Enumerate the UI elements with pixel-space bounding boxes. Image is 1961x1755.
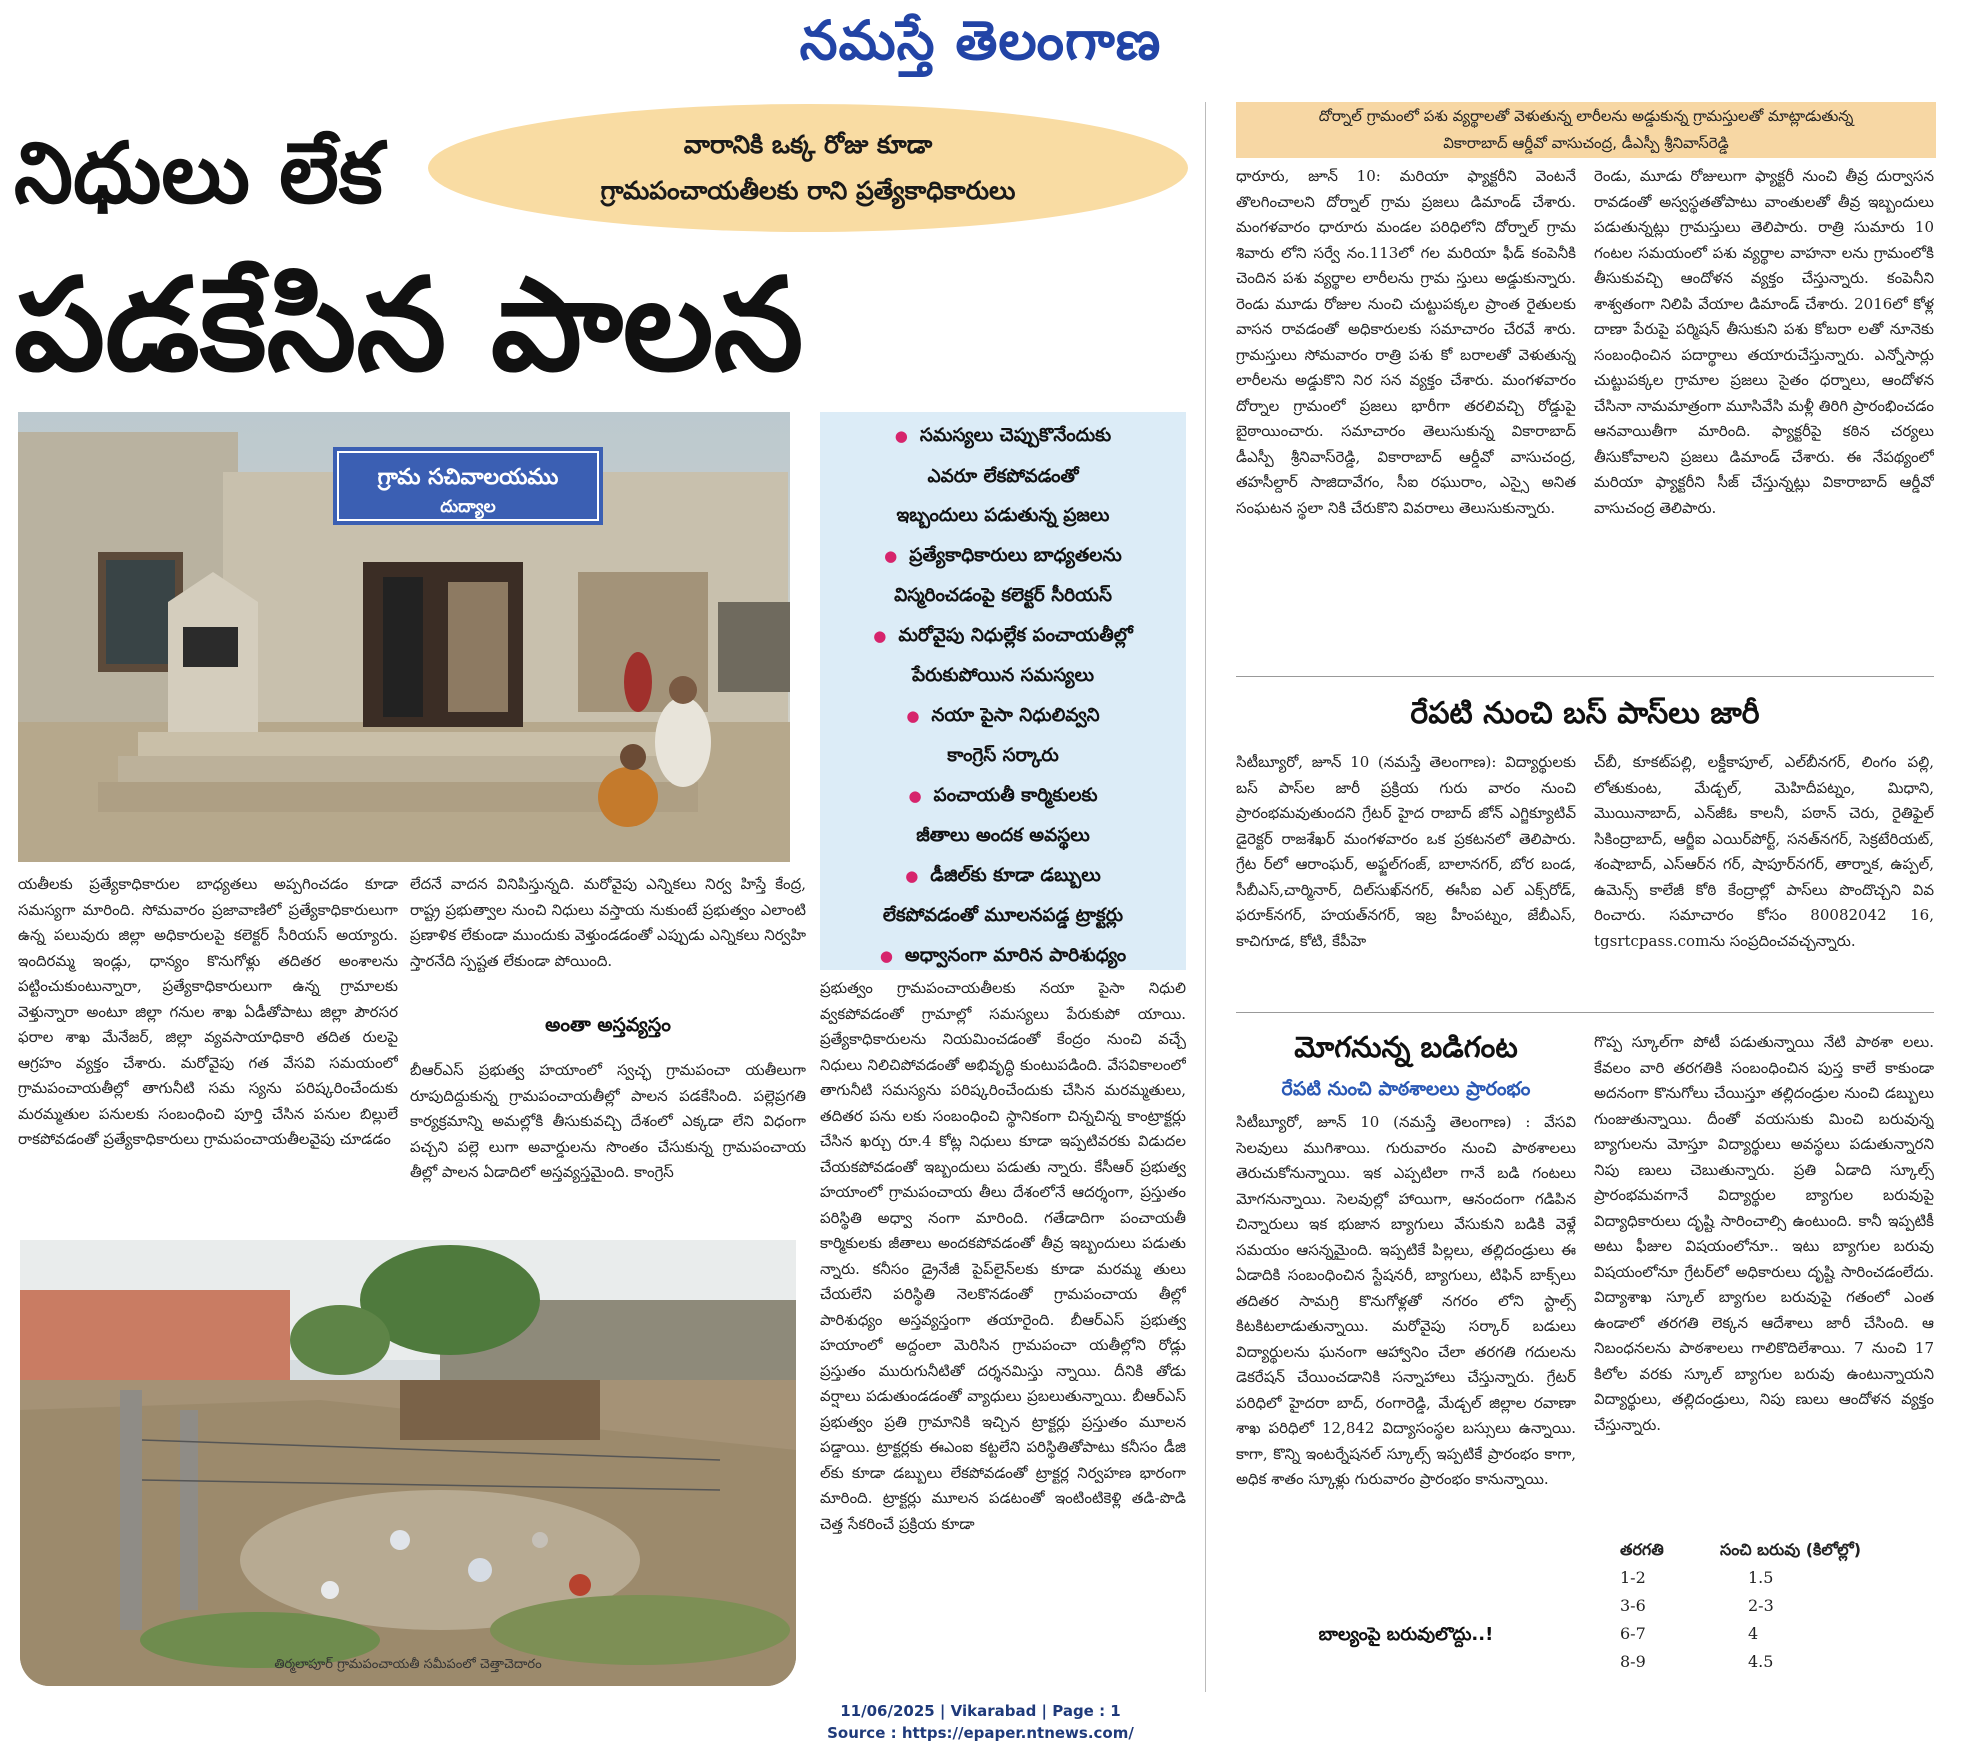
- factory-story-col2: రెండు, మూడు రోజులుగా ఫ్యాక్టరీ నుంచి తీవ్ర దుర్వాసన రావడంతో అస్వస్థతతోపాటు వాంతులతో తీవ్ర ఇబ్బందులు పడుతున్నట్లు గ్రామస్తులు తెలిపారు. రాత్రి సుమారు 10 గంటల సమయంలో పశు వ్యర్థాల వాహనా లను గ్రామంలోకి తీసుకువచ్చి ఆందోళన వ్యక్తం చేస్తున్నారు. కంపెనీని శాశ్వతంగా నిలిపి వేయాల డిమాండ్ చేశారు. 2016లో కోళ్ల దాణా పేరుపై పర్మిషన్ తీసుకుని పశు కోబరా లతో నూనెకు సంబంధించిన పదార్థాలు తయారుచేస్తున్నారు. ఎన్నోసార్లు చుట్టుపక్కల గ్రామాల ప్రజలు సైతం ధర్నాలు, ఆందోళన చేసినా నామమాత్రంగా మూసివేసి మళ్లీ తిరిగి ప్రారంభించడం ఆనవాయితీగా మారింది. ఫ్యాక్టరీపై కఠిన చర్యలు తీసుకోవాలని ప్రజలు డిమాండ్ చేశారు. ఈ నేపథ్యంలో మరియా ఫ్యాక్టరీని సీజ్ చేస్తున్నట్లు వికారాబాద్ ఆర్డీవో వాసుచంద్ర తెలిపారు.: [1594, 167, 1934, 517]
- highlights-box: [820, 412, 1186, 970]
- kicker-line1: వారానికి ఒక్క రోజు కూడా: [683, 130, 933, 159]
- section-rule: [1236, 676, 1934, 677]
- highlight-item-cont: పేరుకుపోయిన సమస్యలు: [912, 665, 1094, 686]
- masthead: నమస్తే తెలంగాణ: [799, 8, 1162, 72]
- photo-caption-factory-line2: వికారాబాద్ ఆర్డీవో వాసుచంద్ర, డీఎస్పీ శ్రీనివాస్‌రెడ్డి: [1443, 134, 1729, 152]
- main-story-col2a: లేదనే వాదన వినిపిస్తున్నది. మరోవైపు ఎన్నికలు నిర్వ హిస్తే కేంద్ర, రాష్ట్ర ప్రభుత్వాల నుంచి నిధులు వస్తాయ నుకుంటే ప్రభుత్వం ఎలాంటి ప్రణాళిక లేకుండా ముందుకు వెళ్తుండడంతో ఎప్పుడు ఎన్నికలు నిర్వహి స్తారనేది స్పష్టత లేకుండా పోయింది.: [410, 875, 806, 970]
- sign-line2: దుద్యాల: [440, 497, 496, 517]
- kicker-oval: [428, 104, 1188, 232]
- table-cell: 4.5: [1748, 1652, 1774, 1671]
- highlight-item-cont: జీతాలు అందక అవస్థలు: [916, 825, 1090, 846]
- highlight-item: ● అధ్వానంగా మారిన పారిశుధ్యం: [879, 944, 1127, 966]
- table-row: [1608, 1564, 1898, 1592]
- school-subtitle: రేపటి నుంచి పాఠశాలలు ప్రారంభం: [1281, 1078, 1531, 1100]
- table-cell: 2-3: [1748, 1596, 1774, 1615]
- highlight-item: ● డీజిల్‌కు కూడా డబ్బులు: [905, 864, 1101, 886]
- photo-garbage: [20, 1240, 796, 1686]
- table-header-cell: తరగతి: [1620, 1540, 1664, 1559]
- school-subhead: బాల్యంపై బరువులొద్దు..!: [1318, 1624, 1494, 1645]
- photo-caption-factory: [1236, 102, 1936, 158]
- photo-village-office-image: [18, 412, 790, 862]
- school-title: మోగనున్న బడిగంట: [1294, 1030, 1518, 1064]
- bag-weight-table: [1608, 1536, 1898, 1676]
- bus-pass-col1: సిటీబ్యూరో, జూన్ 10 (నమస్తే తెలంగాణ): విద్యార్థులకు బస్ పాస్‌ల జారీ ప్రక్రియ గురు వారం నుంచి ప్రారంభమవుతుందని గ్రేటర్ హైద రాబాద్ జోన్ ఎగ్జిక్యూటివ్ డైరెక్టర్ రాజశేఖర్ మంగళవారం ఒక ప్రకటనలో తెలిపారు. గ్రేట ర్‌లో ఆరాంఘర్, అఫ్జల్‌గంజ్, బాలానగర్, బోర బండ, సీబీఎస్,చార్మినార్, దిల్‌సుఖ్‌నగర్, ఈసీఐ ఎల్ ఎక్స్‌రోడ్, ఫరూక్‌నగర్, హయత్‌నగర్, ఇబ్ర హీంపట్నం, జేబీఎస్, కాచిగూడ, కోటి, కేపీహె: [1236, 753, 1576, 950]
- highlight-item-cont: ఇబ్బందులు పడుతున్న ప్రజలు: [896, 505, 1110, 526]
- table-cell: 8-9: [1620, 1652, 1646, 1671]
- main-story-col2b: బీఆర్‌ఎస్ ప్రభుత్వ హయాంలో స్వచ్ఛ గ్రామపంచా యతీలుగా రూపుదిద్దుకున్న గ్రామపంచాయతీల్లో పాలన పడకేసింది. పల్లెప్రగతి కార్యక్రమాన్ని అమల్లోకి తీసుకువచ్చి దేశంలో ఎక్కడా లేని విధంగా పచ్చని పల్లె లుగా అవార్డులను సొంతం చేసుకున్న గ్రామపంచాయ తీల్లో పాలన ఏడాదిలో అస్తవ్యస్తమైంది. కాంగ్రెస్: [410, 1061, 806, 1181]
- photo-caption-factory-line1: దోర్నాల్ గ్రామంలో పశు వ్యర్థాలతో వెళుతున్న లారీలను అడ్డుకున్న గ్రామస్తులతో మాట్లాడుతున్న: [1318, 107, 1854, 125]
- table-row: [1608, 1620, 1898, 1648]
- table-row: [1608, 1592, 1898, 1620]
- table-cell: 1-2: [1620, 1568, 1646, 1587]
- main-story-col1: యతీలకు ప్రత్యేకాధికారుల బాధ్యతలు అప్పగించడం కూడా సమస్యగా మారింది. సోమవారం ప్రజావాణిలో ప్రత్యేకాధికారులుగా ఉన్న పలువురు జిల్లా అధికారులపై కలెక్టర్ సీరియస్ అయ్యారు. ఇందిరమ్మ ఇండ్లు, ధాన్యం కొనుగోళ్లు తదితర అంశాలను పట్టించుకుంటున్నారా, ప్రత్యేకాధికారులుగా ఉన్న గ్రామాలకు వెళ్తున్నారా అంటూ జిల్లా గనుల శాఖ ఏడీతోపాటు జిల్లా పౌరసర ఫరాల శాఖ మేనేజర్, జిల్లా వ్యవసాయాధికారి తదిత రులపై ఆగ్రహం వ్యక్తం చేశారు. మరోవైపు గత వేసవి సమయంలో గ్రామపంచాయతీల్లో తాగునీటి సమ స్యను పరిష్కరించేందుకు మరమ్మతుల పనులకు సంబంధించి పూర్తి చేసిన పనుల బిల్లులే రాకపోవడంతో ప్రత్యేకాధికారులు గ్రామపంచాయతీలవైపు చూడడం: [18, 875, 398, 1148]
- photo-garbage-image: [20, 1240, 796, 1686]
- kicker-line2: గ్రామపంచాయతీలకు రాని ప్రత్యేకాధికారులు: [600, 176, 1016, 205]
- highlight-item-cont: ఎవరూ లేకపోవడంతో: [927, 465, 1079, 487]
- school-col2: గొప్ప స్కూల్‌గా పోటీ పడుతున్నాయి నేటి పాఠశా లలు. కేవలం వారి తరగతికి సంబంధించిన పుస్త కాలే కాకుండా అదనంగా కొనుగోలు చేయిస్తూ తల్లిదండ్రుల నుంచి డబ్బులు గుంజుతున్నాయి. దీంతో వయసుకు మించి బరువున్న బ్యాగులను మోస్తూ విద్యార్థులు అవస్థలు పడుతున్నారని నిపు ణులు చెబుతున్నారు. ప్రతి ఏడాది స్కూల్స్ ప్రారంభమవగానే విద్యార్థుల బ్యాగుల బరువుపై విద్యాధికారులు దృష్టి సారించాల్సి ఉంటుంది. కానీ ఇప్పటికీ అటు ఫీజుల విషయంలోనూ.. ఇటు బ్యాగుల బరువు విషయంలోనూ గ్రేటర్‌లో అధికారులు దృష్టి సారించడంలేదు. విద్యాశాఖ స్కూల్ బ్యాగుల బరువుపై గతంలో ఎంత ఉండాలో తరగతి లెక్కన ఆదేశాలు జారీ చేసింది. ఆ నిబంధనలను పాఠశాలలు గాలికొదిలేశాయి. 7 నుంచి 17 కిలోల వరకు స్కూల్ బ్యాగుల బరువు ఉంటున్నాయని విద్యార్థులు, తల్లిదండ్రులు, నిపు ణులు ఆందోళన వ్యక్తం చేస్తున్నారు.: [1594, 1033, 1934, 1434]
- table-row: [1608, 1648, 1898, 1676]
- section-rule: [1236, 1012, 1934, 1013]
- photo-village-office: [18, 412, 790, 862]
- table-header: [1608, 1536, 1898, 1564]
- headline-line1: నిధులు లేక: [14, 124, 383, 222]
- highlight-item-cont: విస్మరించడంపై కలెక్టర్ సీరియస్: [894, 585, 1112, 606]
- school-col1: సిటీబ్యూరో, జూన్ 10 (నమస్తే తెలంగాణ) : వేసవి సెలవులు ముగిశాయి. గురువారం నుంచి పాఠశాలలు తెరుచుకోనున్నాయి. ఇక ఎప్పటిలా గానే బడి గంటలు మోగనున్నాయి. సెలవుల్లో హాయిగా, ఆనందంగా గడిపిన చిన్నారులు ఇక భుజాన బ్యాగులు వేసుకుని బడికి వెళ్లే సమయం ఆసన్నమైంది. ఇప్పటికే పిల్లలు, తల్లిదండ్రులు ఈ ఏడాదికి సంబంధించిన స్టేషనరీ, బ్యాగులు, టిఫిన్ బాక్స్‌లు తదితర సామగ్రి కొనుగోళ్లతో నగరం లోని స్టాల్స్ కిటకిటలాడుతున్నాయి. మరోవైపు సర్కార్ బడులు విద్యార్థులను ఘనంగా ఆహ్వానిం చేలా తరగతి గదులను డెకరేషన్ చేయించడానికి సన్నాహాలు చేస్తున్నారు. గ్రేటర్ పరిధిలో హైదరా బాద్, రంగారెడ్డి, మేడ్చల్ జిల్లాల రవాణా శాఖ పరిధిలో 12,842 విద్యాసంస్థల బస్సులు ఉన్నాయి. కాగా, కొన్ని ఇంటర్నేషనల్ స్కూల్స్ ఇప్పటికే ప్రారంభం కాగా, అధిక శాతం స్కూళ్లు గురువారం ప్రారంభం కానున్నాయి.: [1236, 1113, 1576, 1488]
- highlight-item: ● పంచాయతీ కార్మికులకు: [908, 784, 1098, 806]
- table-cell: 3-6: [1620, 1596, 1646, 1615]
- highlight-item-cont: కాంగ్రెస్ సర్కారు: [947, 745, 1059, 766]
- highlight-item: ● నయా పైసా నిధులివ్వని: [906, 704, 1100, 726]
- highlight-item: ● సమస్యలు చెప్పుకొనేందుకు: [894, 425, 1112, 446]
- table-cell: 6-7: [1620, 1624, 1646, 1643]
- footer-source: Source : https://epaper.ntnews.com/: [827, 1724, 1134, 1742]
- footer-date-edition: 11/06/2025 | Vikarabad | Page : 1: [840, 1702, 1121, 1720]
- highlight-item: ● మరోవైపు నిధుల్లేక పంచాయతీల్లో: [873, 624, 1133, 646]
- main-story-col3: ప్రభుత్వం గ్రామపంచాయతీలకు నయా పైసా నిధులి వ్వకపోవడంతో గ్రామాల్లో సమస్యలు పేరుకుపో యాయి. ప్రత్యేకాధికారులను నియమించడంతో కేంద్రం నుంచి వచ్చే నిధులు నిలిచిపోవడంతో అభివృద్ధి కుంటుపడింది. వేసవికాలంలో తాగునీటి సమస్యను పరిష్కరించేందుకు చేసిన మరమ్మతులు, తదితర పను లకు సంబంధించి స్థానికంగా చిన్నచిన్న కాంట్రాక్టర్లు చేసిన ఖర్చు రూ.4 కోట్ల నిధులు కూడా ఇప్పటివరకు విడుదల చేయకపోవడంతో ఇబ్బందులు పడుతు న్నారు. కేసీఆర్ ప్రభుత్వ హయాంలో గ్రామపంచాయ తీలు దేశంలోనే ఆదర్శంగా, ప్రస్తుతం పరిస్థితి అధ్వా నంగా మారింది. గతేడాదిగా పంచాయతీ కార్మికులకు జీతాలు అందకపోవడంతో తీవ్ర ఇబ్బందులు పడుతు న్నారు. కనీసం డ్రైనేజీ పైప్‌లైన్‌లకు కూడా మరమ్మ తులు చేయలేని పరిస్థితి నెలకొనడంతో గ్రామపంచాయ తీల్లో పారిశుధ్యం అస్తవ్యస్తంగా తయారైంది. బీఆర్‌ఎస్ ప్రభుత్వ హయాంలో అద్దంలా మెరిసిన గ్రామపంచా యతీల్లోని రోడ్లు ప్రస్తుతం మురుగునీటితో దర్శనమిస్తు న్నాయి. దీనికి తోడు వర్షాలు పడుతుండడంతో వ్యాధులు ప్రబలుతున్నాయి. బీఆర్‌ఎస్ ప్రభుత్వం ప్రతి గ్రామానికి ఇచ్చిన ట్రాక్టర్లు ప్రస్తుతం మూలన పడ్డాయి. ట్రాక్టర్లకు ఈఎంఐ కట్టలేని పరిస్థితితోపాటు కనీసం డీజి ల్‌కు కూడా డబ్బులు లేకపోవడంతో ట్రాక్టర్ల నిర్వహణ భారంగా మారింది. ట్రాక్టర్లు మూలన పడటంతో ఇంటింటికెళ్లి తడి-పొడి చెత్త సేకరించే ప్రక్రియ కూడా: [820, 979, 1186, 1533]
- bus-pass-col2: చ్‌బీ, కూకట్‌పల్లి, లక్డీకాపూల్, ఎల్‌బీనగర్, లింగం పల్లి, లోతుకుంట, మేడ్చల్, మెహిదీపట్నం, మిధాని, మొయినాబాద్, ఎన్‌జీఓ కాలనీ, పఠాన్ చెరు, రైతిఫైల్ సికింద్రాబాద్, ఆర్జీఐ ఎయిర్‌పోర్ట్, సనత్‌నగర్, సెక్రటేరియట్, శంషాబాద్, ఎస్‌ఆర్‌న గర్, షాపూర్‌నగర్, తార్నాక, ఉప్పల్, ఉమెన్స్ కాలేజీ కోఠి కేంద్రాల్లో పాస్‌లు పొందొచ్చని వివ రించారు. సమాచారం కోసం 80082042 16, tgsrtcpass.comను సంప్రదించవచ్చన్నారు.: [1594, 753, 1934, 950]
- column-divider: [1205, 102, 1206, 1692]
- headline-line2: పడకేసిన పాలన: [14, 251, 804, 400]
- highlight-item: ● ప్రత్యేకాధికారులు బాధ్యతలను: [884, 544, 1122, 566]
- photo-garbage-caption: తిర్మలాపూర్ గ్రామపంచాయతీ సమీపంలో చెత్తాచెదారం: [274, 1657, 542, 1672]
- table-cell: 1.5: [1748, 1568, 1774, 1587]
- bus-pass-title: రేపటి నుంచి బస్ పాస్‌లు జారీ: [1410, 696, 1760, 731]
- main-story-subhead: అంతా అస్తవ్యస్తం: [545, 1014, 671, 1036]
- table-cell: 4: [1748, 1624, 1759, 1643]
- table-header-cell: సంచి బరువు (కిలోల్లో): [1720, 1540, 1862, 1559]
- highlight-item-cont: లేకపోవడంతో మూలనపడ్డ ట్రాక్టర్లు: [882, 905, 1124, 926]
- factory-story-col1: ధారూరు, జూన్ 10: మరియా ఫ్యాక్టరీని వెంటనే తొలగించాలని దోర్నాల్ గ్రామ ప్రజలు డిమాండ్ చేశారు. మంగళవారం ధారూరు మండల పరిధిలోని దోర్నాల్ గ్రామ శివారు లోని సర్వే నం.113లో గల మరియా ఫీడ్ కంపెనీకి చెందిన పశు వ్యర్థాల లారీలను గ్రామ స్తులు అడ్డుకున్నారు. రెండు మూడు రోజుల నుంచి చుట్టుపక్కల ప్రాంత రైతులకు వాసన రావడంతో అధికారులకు సమాచారం చేరవే శారు. గ్రామస్తులు సోమవారం రాత్రి పశు కో బరాలతో వెళుతున్న లారీలను అడ్డుకొని నిర సన వ్యక్తం చేశారు. మంగళవారం దోర్నాల గ్రామంలో ప్రజలు భారీగా తరలివచ్చి రోడ్డుపై బైఠాయించారు. సమాచారం తెలుసుకున్న వికారాబాద్ డీఎస్పీ శ్రీనివాస్‌రెడ్డి, వికారాబాద్ ఆర్డీవో వాసుచంద్ర, తహసీల్దార్ సాజిదావేగం, సీఐ రఘురాం, ఎస్సై అనిత సంఘటన స్థలా నికి చేరుకొని వివరాలు తెలుసుకున్నారు.: [1236, 167, 1576, 517]
- sign-line1: గ్రామ సచివాలయము: [377, 465, 559, 490]
